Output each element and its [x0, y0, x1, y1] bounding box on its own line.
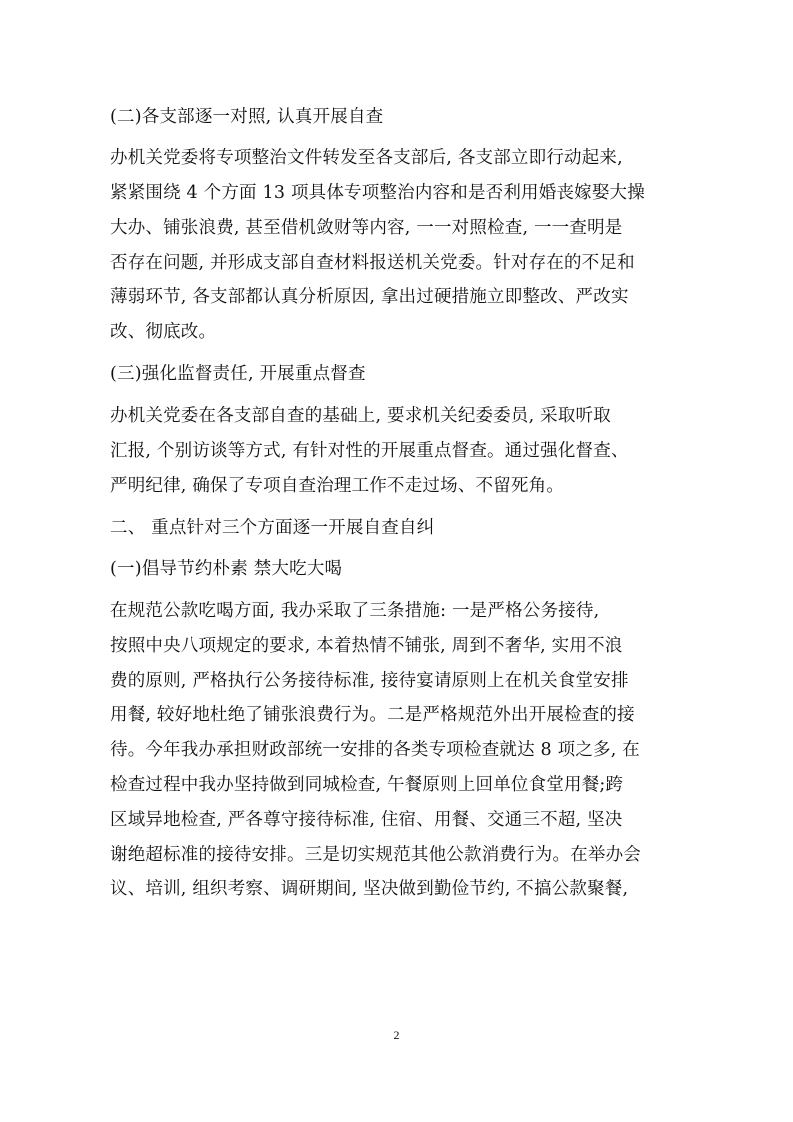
page-number: 2 [393, 1028, 400, 1042]
body-line: 检查过程中我办坚持做到同城检查, 午餐原则上回单位食堂用餐;跨 [110, 775, 624, 795]
body-line: 议、培训, 组织考察、调研期间, 坚决做到勤俭节约, 不搞公款聚餐, [110, 879, 629, 899]
body-line: 办机关党委在各支部自查的基础上, 要求机关纪委委员, 采取听取 [110, 406, 611, 426]
body-line: 否存在问题, 并形成支部自查材料报送机关党委。针对存在的不足和 [110, 253, 635, 273]
section-heading: (二)各支部逐一对照, 认真开展自查 [110, 107, 384, 127]
section-heading: (三)强化监督责任, 开展重点督查 [110, 364, 366, 384]
body-line: 费的原则, 严格执行公务接待标准, 接待宴请原则上在机关食堂安排 [110, 671, 629, 691]
body-line: 大办、铺张浪费, 甚至借机敛财等内容, 一一对照检查, 一一查明是 [110, 218, 623, 238]
body-line: 办机关党委将专项整治文件转发至各支部后, 各支部立即行动起来, [110, 148, 623, 168]
body-line: 改、彻底改。 [110, 322, 217, 342]
body-line: 按照中央八项规定的要求, 本着热情不铺张, 周到不奢华, 实用不浪 [110, 636, 623, 656]
body-line: 待。今年我办承担财政部统一安排的各类专项检查就达 8 项之多, 在 [110, 740, 640, 760]
body-line: 紧紧围绕 4 个方面 13 项具体专项整治内容和是否利用婚丧嫁娶大操 [110, 183, 645, 203]
body-line: 汇报, 个别访谈等方式, 有针对性的开展重点督查。通过强化督查、 [110, 441, 629, 461]
section-heading: 二、 重点针对三个方面逐一开展自查自纠 [110, 518, 435, 538]
body-line: 区域异地检查, 严各尊守接待标准, 住宿、用餐、交通三不超, 坚决 [110, 810, 623, 830]
section-heading: (一)倡导节约朴素 禁大吃大喝 [110, 559, 343, 579]
body-line: 在规范公款吃喝方面, 我办采取了三条措施: 一是严格公务接待, [110, 601, 600, 621]
body-line: 薄弱环节, 各支部都认真分析原因, 拿出过硬措施立即整改、严改实 [110, 287, 629, 307]
body-line: 用餐, 较好地杜绝了铺张浪费行为。二是严格规范外出开展检查的接 [110, 705, 635, 725]
body-line: 谢绝超标准的接待安排。三是切实规范其他公款消费行为。在举办会 [110, 845, 641, 865]
body-line: 严明纪律, 确保了专项自查治理工作不走过场、不留死角。 [110, 476, 565, 496]
